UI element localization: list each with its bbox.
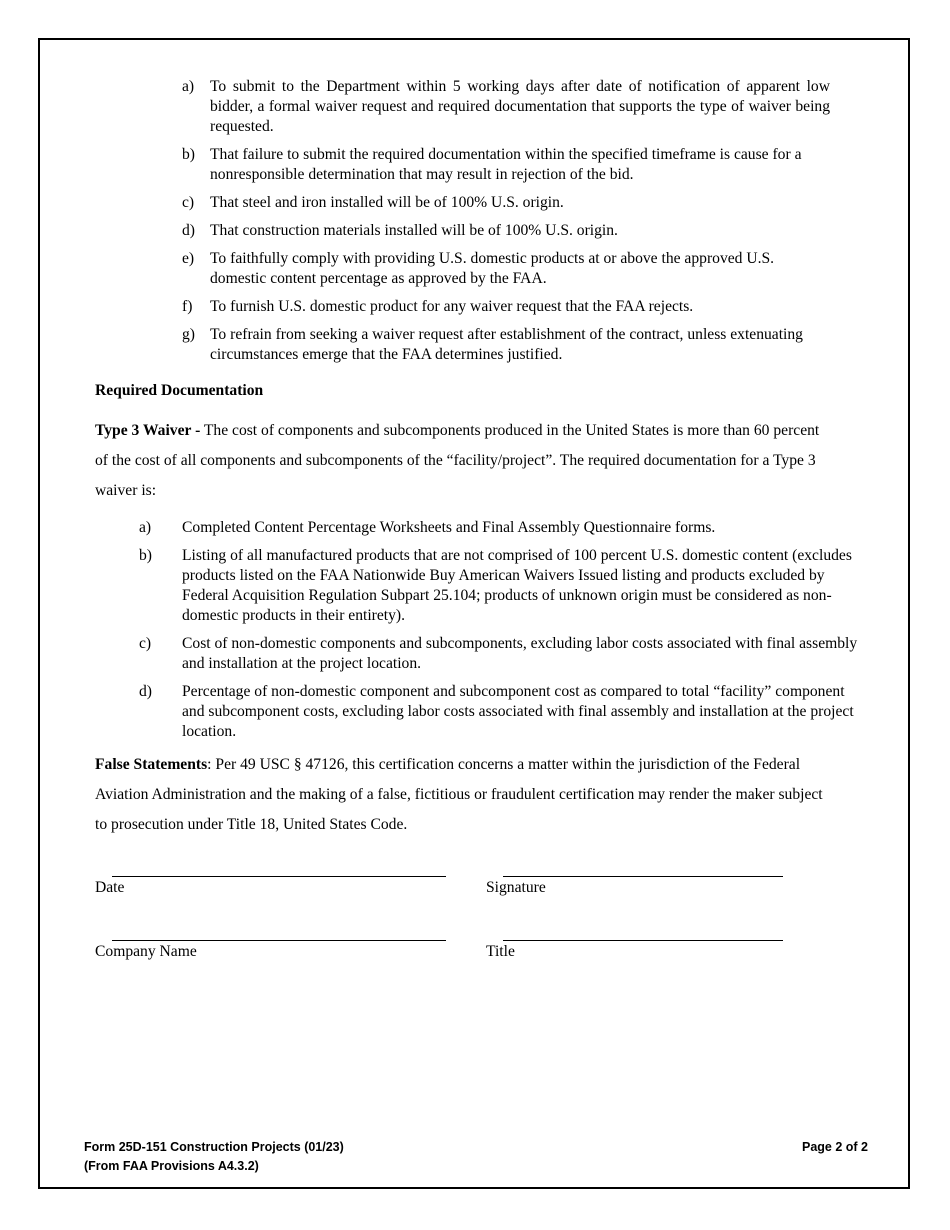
date-label: Date (95, 879, 125, 896)
list-item-label: e) (182, 250, 195, 267)
list-item (143, 145, 843, 185)
list-item-text: Listing of all manufactured products that are not comprised of 100 percent U.S. domestic content (excludes products listed on the FAA Nationwide Buy American Waivers Issued listing and products excluded by Federal Acquisition Regulation Subpart 25.104; products of unknown origin must be considered as non-domestic products in their entirety). (182, 547, 852, 624)
title-label: Title (486, 943, 515, 960)
list-item-text: To refrain from seeking a waiver request after establishment of the contract, unless extenuating circumstances emerge that the FAA determines justified. (210, 326, 803, 363)
list-item-text: Cost of non-domestic components and subcomponents, excluding labor costs associated with final assembly and installation at the project location. (182, 635, 858, 672)
company-name-label: Company Name (95, 943, 197, 960)
list-item (95, 634, 865, 674)
form-source: (From FAA Provisions A4.3.2) (84, 1159, 259, 1173)
page-number: Page 2 of 2 (802, 1140, 868, 1154)
list-item-label: d) (182, 222, 195, 239)
list-item-label: b) (139, 547, 152, 564)
list-item (95, 682, 865, 742)
documentation-list (95, 518, 865, 750)
form-number: Form 25D-151 Construction Projects (01/23) (84, 1140, 344, 1154)
type3-waiver-lead: Type 3 Waiver - (95, 422, 201, 439)
list-item-label: g) (182, 326, 195, 343)
type3-waiver-paragraph (95, 416, 835, 506)
list-item-label: c) (139, 635, 152, 652)
company-name-line[interactable] (112, 940, 446, 941)
list-item (95, 546, 865, 626)
list-item-text: Percentage of non-domestic component and subcomponent cost as compared to total “facility” component and subcomponent costs, excluding labor costs associated with final assembly and installation at the project location. (182, 683, 854, 740)
list-item-label: d) (139, 683, 152, 700)
signature-label: Signature (486, 879, 546, 896)
list-item-text: That steel and iron installed will be of 100% U.S. origin. (210, 194, 564, 211)
list-item (143, 193, 843, 213)
list-item-text: That failure to submit the required documentation within the specified timeframe is cause for a nonresponsible determination that may result in rejection of the bid. (210, 146, 802, 183)
list-item (143, 221, 843, 241)
list-item (95, 518, 865, 538)
date-line[interactable] (112, 876, 446, 877)
list-item-label: a) (182, 78, 195, 95)
list-item-text: To submit to the Department within 5 working days after date of notification of apparent low bidder, a formal waiver request and required documentation that supports the type of waiver being requested. (210, 78, 830, 135)
list-item (143, 297, 843, 317)
signature-line[interactable] (503, 876, 783, 877)
list-item-label: b) (182, 146, 195, 163)
form-identifier (84, 1138, 344, 1176)
list-item (143, 77, 843, 137)
list-item-label: a) (139, 519, 152, 536)
list-item-text: That construction materials installed will be of 100% U.S. origin. (210, 222, 618, 239)
false-statements-paragraph (95, 750, 835, 840)
false-statements-lead: False Statements (95, 756, 208, 773)
title-line[interactable] (503, 940, 783, 941)
list-item-text: To faithfully comply with providing U.S. domestic products at or above the approved U.S. domestic content percentage as approved by the FAA. (210, 250, 775, 287)
required-documentation-heading: Required Documentation (95, 382, 264, 399)
list-item-text: To furnish U.S. domestic product for any waiver request that the FAA rejects. (210, 298, 694, 315)
list-item (143, 249, 843, 289)
bidder-agreement-list (143, 77, 843, 373)
type3-waiver-text: The cost of components and subcomponents produced in the United States is more than 60 percent of the cost of all components and subcomponents of the “facility/project”. The required documentation for a Type 3 waiver is: (95, 422, 820, 499)
false-statements-text: : Per 49 USC § 47126, this certification concerns a matter within the jurisdiction of the Federal Aviation Administration and the making of a false, fictitious or fraudulent certification may render the maker subject to prosecution under Title 18, United States Code. (95, 756, 823, 833)
list-item-label: c) (182, 194, 195, 211)
list-item-label: f) (182, 298, 193, 315)
list-item-text: Completed Content Percentage Worksheets and Final Assembly Questionnaire forms. (182, 519, 716, 536)
list-item (143, 325, 843, 365)
